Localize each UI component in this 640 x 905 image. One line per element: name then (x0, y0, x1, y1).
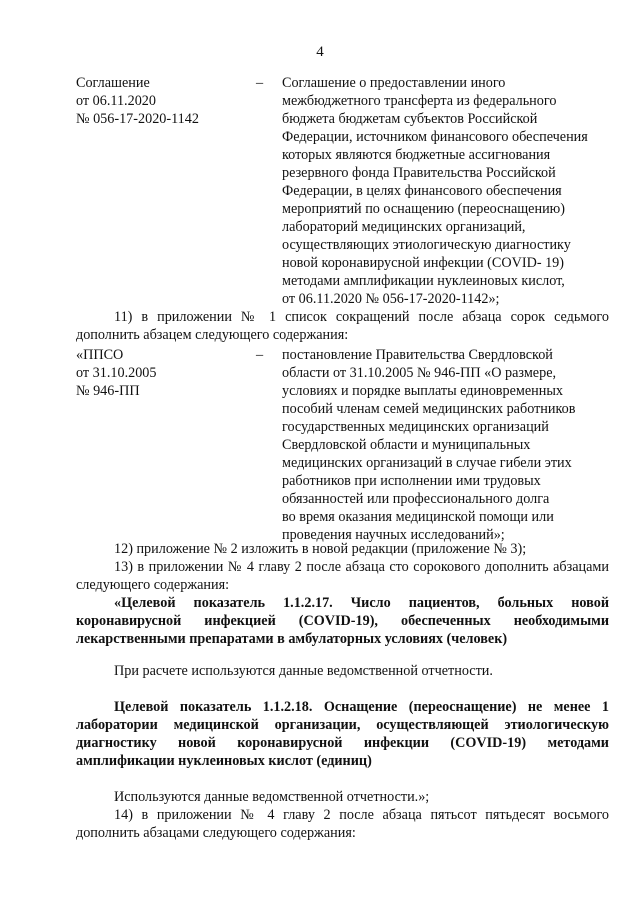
page-number: 4 (316, 44, 324, 60)
definition-line: новой коронавирусной инфекции (COVID- 19) (282, 255, 565, 271)
abbreviation-term-agreement (76, 74, 246, 128)
abbreviation-definition-ppso (282, 346, 612, 544)
term-dash: – (256, 347, 264, 363)
definition-line: мероприятий по оснащению (переоснащению) (282, 201, 565, 217)
definition-line: медицинских организаций в случае гибели этих (282, 455, 572, 471)
definition-line: которых являются бюджетные ассигнования (282, 147, 551, 163)
definition-line: области от 31.10.2005 № 946-ПП «О размере, (282, 365, 557, 381)
indicator-1-1-2-17: «Целевой показатель 1.1.2.17. Число пациентов, больных новой коронавирусной инфекцией (COVID-19), обеспеченных необходимыми лекарственными препаратами в амбулаторных условиях (человек) (76, 595, 609, 647)
definition-line: методами амплификации нуклеиновых кислот, (282, 273, 565, 289)
term-line: «ППСО (76, 347, 124, 363)
definition-line: Федерации, в целях финансового обеспечения (282, 183, 562, 199)
paragraph-11: 11) в приложении № 1 список сокращений после абзаца сорок седьмого дополнить абзацем следующего содержания: (76, 309, 609, 343)
definition-line: во время оказания медицинской помощи или (282, 509, 554, 525)
definition-line: резервного фонда Правительства Российской (282, 165, 556, 181)
definition-line: условиях и порядке выплаты единовременных (282, 383, 563, 399)
definition-line: осуществляющих этиологическую диагностику (282, 237, 571, 253)
definition-line: государственных медицинских организаций (282, 419, 549, 435)
definition-line: Федерации, источником финансового обеспечения (282, 129, 588, 145)
paragraph-13: 13) в приложении № 4 главу 2 после абзаца сто сорокового дополнить абзацами следующего содержания: (76, 559, 609, 593)
definition-line: межбюджетного трансферта из федерального (282, 93, 557, 109)
definition-line: Свердловской области и муниципальных (282, 437, 531, 453)
definition-line: обязанностей или профессионального долга (282, 491, 550, 507)
indicator-1-1-2-18: Целевой показатель 1.1.2.18. Оснащение (переоснащение) не менее 1 лаборатории медицинской организации, осуществляющей этиологическую диагностику новой коронавирусной инфекции (COVID-19) методами амплификации нуклеиновых кислот (единиц) (76, 699, 609, 769)
term-line: № 056-17-2020-1142 (76, 111, 199, 127)
definition-line: лабораторий медицинских организаций, (282, 219, 526, 235)
definition-line: Соглашение о предоставлении иного (282, 75, 506, 91)
definition-line: работников при исполнении ими трудовых (282, 473, 541, 489)
term-line: № 946-ПП (76, 383, 140, 399)
paragraph-12: 12) приложение № 2 изложить в новой редакции (приложение № 3); (114, 541, 527, 557)
term-line: Соглашение (76, 75, 150, 91)
term-line: от 06.11.2020 (76, 93, 156, 109)
term-dash: – (256, 75, 264, 91)
data-source-note-2: Используются данные ведомственной отчетности.»; (114, 789, 430, 805)
abbreviation-term-ppso (76, 346, 246, 400)
definition-line: постановление Правительства Свердловской (282, 347, 553, 363)
definition-line: бюджета бюджетам субъектов Российской (282, 111, 538, 127)
paragraph-14: 14) в приложении № 4 главу 2 после абзаца пятьсот пятьдесят восьмого дополнить абзацами следующего содержания: (76, 807, 609, 841)
data-source-note-1: При расчете используются данные ведомственной отчетности. (114, 663, 493, 679)
definition-line: проведения научных исследований»; (282, 527, 505, 543)
term-line: от 31.10.2005 (76, 365, 157, 381)
abbreviation-definition-agreement (282, 74, 612, 308)
definition-line: пособий членам семей медицинских работников (282, 401, 576, 417)
definition-line: от 06.11.2020 № 056-17-2020-1142»; (282, 291, 500, 307)
